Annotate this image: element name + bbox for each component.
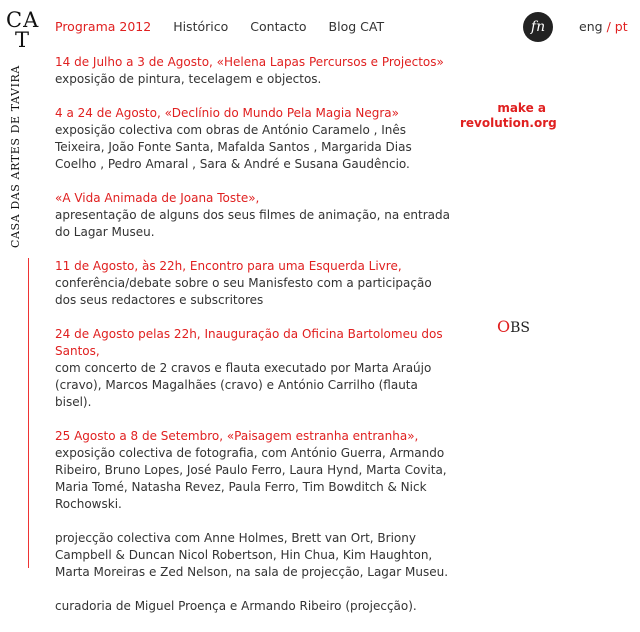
event-desc: com concerto de 2 cravos e flauta executado por Marta Araújo (cravo), Marcos Magalhães (cravo) e António Carrilho (flauta bisel). (55, 361, 432, 409)
logo-top-letters: CA (6, 8, 40, 32)
event-item (55, 326, 455, 411)
event-item (55, 428, 455, 513)
lang-separator: / (606, 19, 611, 34)
top-nav (55, 18, 384, 35)
promo-line1: make a (497, 101, 546, 115)
language-switch (579, 18, 628, 35)
event-item (55, 54, 455, 88)
lang-eng[interactable]: eng (579, 19, 603, 34)
event-title: «A Vida Animada de Joana Toste», (55, 191, 260, 205)
event-desc: exposição colectiva de fotografia, com António Guerra, Armando Ribeiro, Bruno Lopes, José Paulo Ferro, Laura Hynd, Marta Covita, Maria Tomé, Natasha Revez, Paula Ferro, Tim Bowditch & Nick Rochowski. (55, 446, 447, 511)
event-desc: conferência/debate sobre o seu Manisfesto com a participação dos seus redactores e subscritores (55, 276, 432, 307)
promo-line2: revolution.org (460, 116, 557, 130)
nav-historico[interactable]: Histórico (173, 19, 229, 34)
obs-rest: BS (510, 320, 531, 336)
vertical-site-name: CASA DAS ARTES DE TAVIRA (9, 65, 22, 248)
logo-bottom-letter: T (15, 28, 30, 52)
obs-logo-link[interactable] (497, 318, 530, 337)
obs-o: O (497, 317, 511, 336)
event-desc: apresentação de alguns dos seus filmes de animação, na entrada do Lagar Museu. (55, 208, 450, 239)
nav-programa[interactable]: Programa 2012 (55, 19, 152, 34)
events-list (55, 54, 455, 632)
event-title: 24 de Agosto pelas 22h, Inauguração da Oficina Bartolomeu dos Santos, (55, 327, 443, 358)
event-title: 14 de Julho a 3 de Agosto, «Helena Lapas Percursos e Projectos» (55, 55, 444, 69)
event-title: 11 de Agosto, às 22h, Encontro para uma Esquerda Livre, (55, 259, 402, 273)
event-desc: exposição de pintura, tecelagem e objectos. (55, 72, 322, 86)
event-title: 25 Agosto a 8 de Setembro, «Paisagem estranha entranha», (55, 429, 419, 443)
event-item (55, 105, 455, 173)
make-revolution-link[interactable] (460, 101, 557, 131)
brand-badge-icon[interactable]: fn (523, 12, 553, 42)
event-title: 4 a 24 de Agosto, «Declínio do Mundo Pela Magia Negra» (55, 106, 399, 120)
vertical-divider (28, 258, 29, 568)
event-item (55, 258, 455, 309)
event-desc: exposição colectiva com obras de António Caramelo , Inês Teixeira, João Fonte Santa, Mafalda Santos , Margarida Dias Coelho , Pedro Amaral , Sara & André e Susana Gaudêncio. (55, 123, 412, 171)
projection-text: projecção colectiva com Anne Holmes, Brett van Ort, Briony Campbell & Duncan Nicol Robertson, Hin Chua, Kim Haughton, Marta Moreiras e Zed Nelson, na sala de projecção, Lagar Museu. (55, 531, 449, 579)
nav-blog[interactable]: Blog CAT (328, 19, 385, 34)
nav-contacto[interactable]: Contacto (250, 19, 307, 34)
event-item (55, 190, 455, 241)
lang-pt[interactable]: pt (614, 19, 628, 34)
curator-text: curadoria de Miguel Proença e Armando Ribeiro (projecção). (55, 599, 417, 613)
